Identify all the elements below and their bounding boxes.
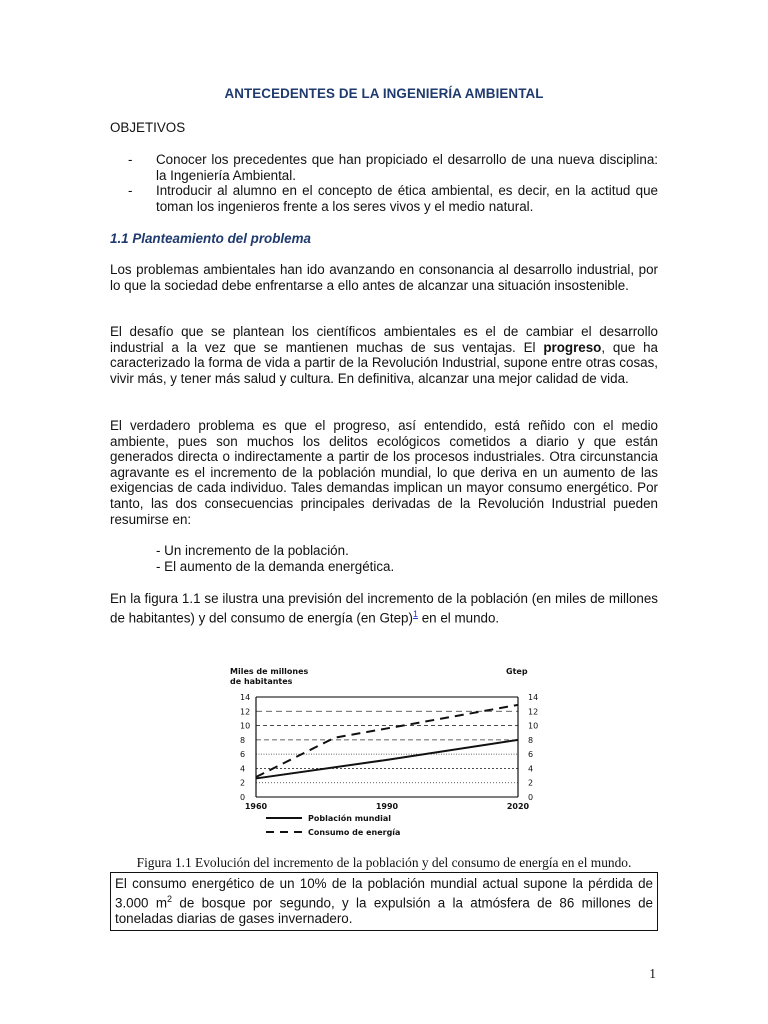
highlight-box <box>110 872 658 931</box>
chart-legend <box>266 813 400 837</box>
objectives-heading: OBJETIVOS <box>110 120 186 135</box>
series-energy-line <box>256 705 518 777</box>
section-title: 1.1 Planteamiento del problema <box>110 231 311 246</box>
x-tick: 2020 <box>506 802 530 811</box>
paragraph-4-text-cont: en el mundo. <box>417 610 500 626</box>
y-tick-right: 6 <box>528 750 534 760</box>
bullet-dash: - <box>128 183 133 199</box>
y-tick-left: 14 <box>240 693 251 702</box>
box-text-cont: de bosque por segundo, y la expulsión a la atmósfera de 86 millones de toneladas diarias de gases invernadero. <box>115 895 653 926</box>
list-item: - El aumento de la demanda energética. <box>156 558 395 574</box>
paragraph-2-text: El desafío que se plantean los científicos ambientales es el de cambiar el desarrollo industrial a la vez que se mantienen muchas de sus ventajas. El <box>110 324 658 355</box>
y-tick-right: 4 <box>528 764 534 774</box>
y-left-label-1: Miles de millones <box>230 667 309 676</box>
chart-series <box>256 705 518 779</box>
legend-energy: Consumo de energía <box>308 828 401 837</box>
objective-item <box>110 152 658 183</box>
superscript-2: 2 <box>167 893 173 904</box>
page-number: 1 <box>649 966 656 981</box>
paragraph-4-text: En la figura 1.1 se ilustra una previsión del incremento de la población (en miles de millones de habitantes) y del consumo de energía (en Gtep) <box>110 591 658 626</box>
objective-text: Introducir al alumno en el concepto de ética ambiental, es decir, en la actitud que toman los ingenieros frente a los seres vivos y el medio natural. <box>156 183 658 214</box>
y-tick-right: 12 <box>528 707 539 717</box>
y-tick-left: 6 <box>240 750 246 760</box>
x-tick: 1960 <box>244 802 268 811</box>
y-tick-left: 2 <box>240 778 246 788</box>
y-tick-right: 14 <box>528 693 539 702</box>
document-title: ANTECEDENTES DE LA INGENIERÍA AMBIENTAL <box>224 86 544 101</box>
footnote-link[interactable]: 1 <box>412 608 418 619</box>
y-tick-left: 12 <box>240 707 251 717</box>
legend-population: Población mundial <box>308 814 392 823</box>
y-tick-left: 8 <box>240 735 246 745</box>
list-item: - Un incremento de la población. <box>156 543 349 558</box>
paragraph-1: Los problemas ambientales han ido avanzando en consonancia al desarrollo industrial, por lo que la sociedad debe enfrentarse a ello antes de alcanzar una situación insostenible. <box>110 262 658 293</box>
chart-grid <box>256 697 518 797</box>
y-tick-right: 10 <box>528 721 539 731</box>
y-tick-left: 4 <box>240 764 246 774</box>
y-tick-right: 0 <box>528 793 534 802</box>
box-text: El consumo energético de un 10% de la población mundial actual supone la pérdida de 3.000 m <box>115 876 653 911</box>
paragraph-3: El verdadero problema es que el progreso, así entendido, está reñido con el medio ambiente, pues son muchos los delitos ecológicos cometidos a diario y que están generados directa o indirectamente a partir de los procesos industriales. Otra circunstancia agravante es el incremento de la población mundial, lo que deriva en un aumento de las exigencias de cada individuo. Tales demandas implican un mayor consumo energético. Por tanto, las dos consecuencias principales derivadas de la Revolución Industrial pueden resumirse en: <box>110 418 658 527</box>
x-tick: 1990 <box>375 802 399 811</box>
objective-text: Conocer los precedentes que han propiciado el desarrollo de una nueva disciplina: la Ingeniería Ambiental. <box>156 152 658 183</box>
chart-ticks <box>240 693 538 811</box>
series-population-line <box>256 740 518 779</box>
consequences-list <box>156 543 394 574</box>
paragraph-2-text-cont: , que ha caracterizado la forma de vida a partir de la Revolución Industrial, supone entre otras cosas, vivir más, y tener más salud y cultura. En definitiva, alcanzar una mejor calidad de vida. <box>110 339 658 386</box>
paragraph-4 <box>110 591 658 626</box>
objective-item <box>110 183 658 214</box>
y-tick-left: 0 <box>240 793 246 802</box>
y-right-label: Gtep <box>506 667 528 676</box>
progreso-bold: progreso <box>543 339 602 355</box>
y-tick-left: 10 <box>240 721 251 731</box>
figure-caption: Figura 1.1 Evolución del incremento de la población y del consumo de energía en el mundo. <box>136 855 632 870</box>
y-tick-right: 2 <box>528 778 534 788</box>
objectives-list <box>110 152 658 214</box>
bullet-dash: - <box>128 152 133 167</box>
y-tick-right: 8 <box>528 735 534 745</box>
population-energy-chart <box>228 660 548 845</box>
paragraph-2 <box>110 324 658 386</box>
figure-1-1 <box>228 660 548 845</box>
y-left-label-2: de habitantes <box>230 677 293 686</box>
